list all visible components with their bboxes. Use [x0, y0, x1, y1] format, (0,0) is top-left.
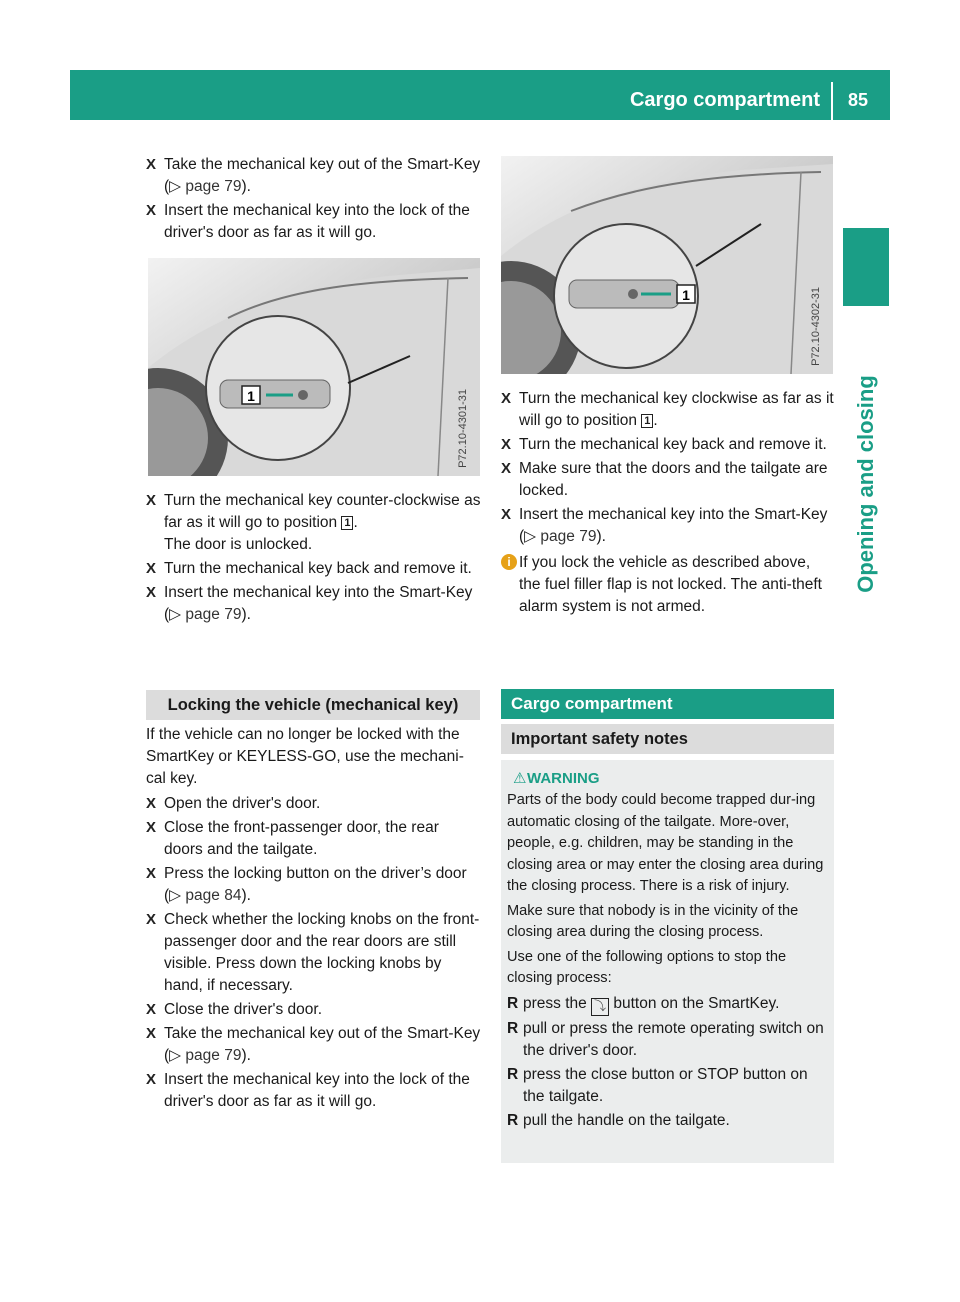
step-item: X Take the mechanical key out of the Smart-Key (▷ page 79). [146, 1025, 481, 1064]
step-item: X Take the mechanical key out of the Smart-Key (▷ page 79). [146, 156, 481, 195]
left-top-steps [146, 154, 481, 246]
subsection-heading-safety: Important safety notes [501, 724, 834, 754]
warning-box [501, 760, 834, 1163]
step-item: X Close the driver's door. [146, 999, 481, 1021]
step-arrow-icon: X [146, 560, 157, 577]
chapter-label: Opening and closing [853, 375, 878, 593]
chapter-tab-marker [843, 228, 889, 306]
step-item: X Press the locking button on the driver’s door (▷ page 84). [146, 865, 467, 904]
header-divider [831, 82, 833, 120]
step-arrow-icon: X [501, 506, 512, 523]
step-item: X Check whether the locking knobs on the front-passenger door and the rear doors are still visible. Press down the locking knobs by hand, if necessary. [146, 911, 480, 994]
figure-driver-door-lock-unlock [148, 258, 480, 476]
step-arrow-icon: X [146, 819, 157, 836]
section-heading-locking: Locking the vehicle (mechanical key) [146, 690, 480, 720]
bullet-r-icon: R [507, 1019, 519, 1037]
step-arrow-icon: X [146, 492, 157, 509]
info-note: i If you lock the vehicle as described above, the fuel filler flap is not locked. The anti-theft alarm system is not armed. [501, 552, 834, 618]
page-ref-arrow-icon: ▷ [169, 178, 186, 195]
figure-label-1: 1 [247, 388, 255, 404]
step-item: X Turn the mechanical key back and remove it. [146, 558, 481, 580]
step-item: X Turn the mechanical key back and remove it. [501, 434, 834, 456]
position-number-badge: 1 [341, 516, 353, 530]
page-ref-arrow-icon: ▷ [169, 606, 186, 623]
right-steps [501, 388, 834, 620]
step-result: The door is unlocked. [164, 536, 313, 553]
page-reference-link[interactable]: page 79 [185, 1047, 242, 1064]
list-item: R pull the handle on the tailgate. [507, 1110, 826, 1132]
section-heading-cargo: Cargo compartment [501, 689, 834, 719]
left-mid-steps [146, 490, 481, 628]
bullet-r-icon: R [507, 1065, 519, 1083]
info-icon: i [501, 554, 517, 570]
page-number: 85 [848, 90, 869, 110]
bullet-r-icon: R [507, 994, 519, 1012]
car-door-illustration [501, 156, 833, 374]
step-item: X Insert the mechanical key into the lock of the driver's door as far as it will go. [146, 202, 470, 241]
page-ref-arrow-icon: ▷ [169, 887, 186, 904]
step-item: X Turn the mechanical key counter-clockwise as far as it will go to position 1 . The door is unlocked. [146, 492, 481, 553]
step-arrow-icon: X [501, 436, 512, 453]
step-arrow-icon: X [146, 1025, 157, 1042]
figure-code: P72.10-4302-31 [810, 287, 822, 366]
list-item: R press the ⤵ button on the SmartKey. [507, 993, 826, 1016]
page-ref-arrow-icon: ▷ [524, 528, 541, 545]
step-item: X Insert the mechanical key into the Smart-Key (▷ page 79). [146, 584, 473, 623]
step-arrow-icon: X [146, 1071, 157, 1088]
page-reference-link[interactable]: page 79 [185, 178, 242, 195]
step-item: X Make sure that the doors and the tailgate are locked. [501, 460, 828, 499]
step-arrow-icon: X [146, 795, 157, 812]
step-arrow-icon: X [146, 865, 157, 882]
figure-label-1: 1 [682, 287, 690, 303]
warning-text: Make sure that nobody is in the vicinity of the closing area during the closing process. [507, 902, 799, 940]
page-reference-link[interactable]: page 79 [185, 606, 242, 623]
position-number-badge: 1 [641, 414, 653, 428]
warning-title: WARNING [527, 770, 600, 787]
step-item: X Insert the mechanical key into the Smart-Key (▷ page 79). [501, 506, 828, 545]
locking-section [146, 724, 481, 1115]
step-arrow-icon: X [501, 460, 512, 477]
page-reference-link[interactable]: page 79 [540, 528, 597, 545]
step-arrow-icon: X [146, 911, 157, 928]
step-arrow-icon: X [501, 390, 512, 407]
step-item: X Close the front-passenger door, the rear doors and the tailgate. [146, 819, 439, 858]
step-item: X Insert the mechanical key into the lock of the driver's door as far as it will go. [146, 1071, 470, 1110]
warning-text: Parts of the body could become trapped dur-ing automatic closing of the tailgate. More-over, people, e.g. children, may be standing in the closing area or may enter the closing area during the closing process. There is a risk of injury. [507, 792, 824, 894]
page-ref-arrow-icon: ▷ [169, 1047, 186, 1064]
tailgate-button-icon: ⤵ [591, 998, 609, 1016]
page-title: Cargo compartment [629, 89, 820, 111]
step-arrow-icon: X [146, 156, 157, 173]
page-reference-link[interactable]: page 84 [185, 887, 242, 904]
car-door-illustration [148, 258, 480, 476]
step-item: X Turn the mechanical key clockwise as far as it will go to position 1 . [501, 390, 834, 429]
list-item: R press the close button or STOP button on the tailgate. [507, 1065, 808, 1105]
step-item: X Open the driver's door. [146, 793, 481, 815]
warning-text: Use one of the following options to stop the closing process: [507, 948, 787, 986]
figure-driver-door-lock-lock [501, 156, 833, 374]
warning-triangle-icon: ⚠ [513, 770, 527, 787]
bullet-r-icon: R [507, 1111, 519, 1129]
locking-intro: If the vehicle can no longer be locked with the SmartKey or KEYLESS-GO, use the mechani-cal key. [146, 726, 464, 787]
step-arrow-icon: X [146, 1001, 157, 1018]
list-item: R pull or press the remote operating switch on the driver's door. [507, 1019, 824, 1059]
figure-code: P72.10-4301-31 [457, 389, 469, 468]
step-arrow-icon: X [146, 202, 157, 219]
step-arrow-icon: X [146, 584, 157, 601]
